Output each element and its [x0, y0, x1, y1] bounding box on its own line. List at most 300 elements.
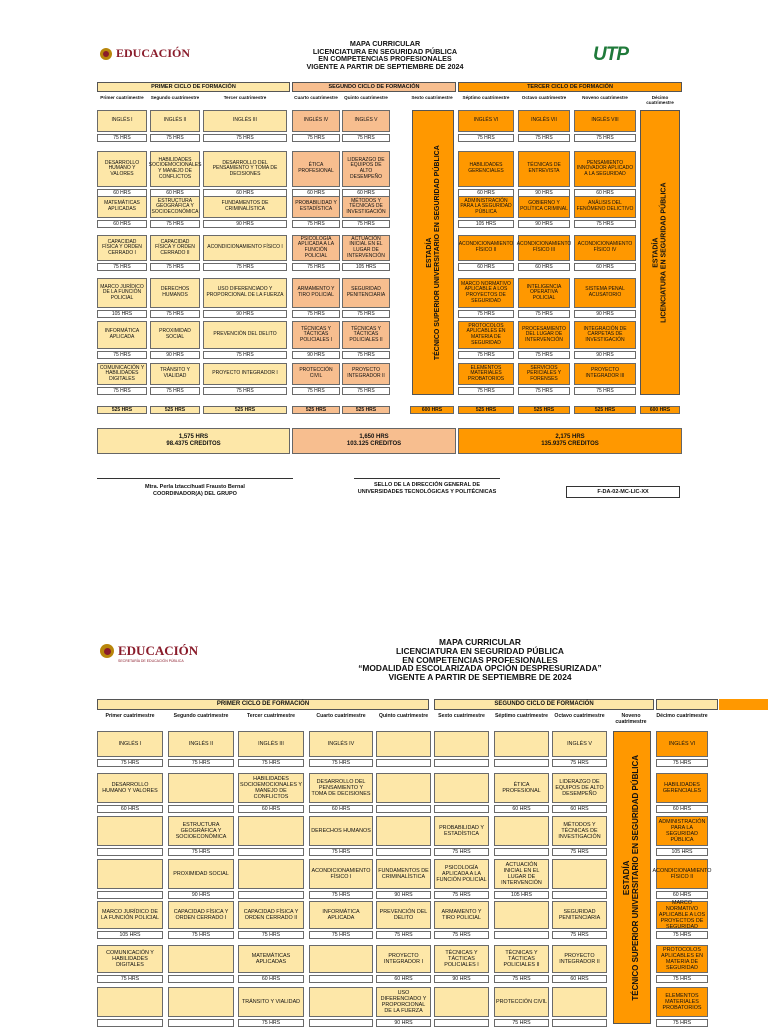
course-hours: 75 HRS: [656, 759, 708, 767]
course-hours: 75 HRS: [203, 263, 287, 271]
title-line: LICENCIATURA EN SEGURIDAD PÚBLICA: [396, 645, 564, 656]
course-hours: 75 HRS: [574, 134, 636, 142]
coordinator-role: COORDINADOR(A) DEL GRUPO: [153, 490, 237, 497]
course-cell: FUNDAMENTOS DE CRIMINALÍSTICA: [203, 196, 287, 218]
course-hours: 90 HRS: [434, 975, 489, 983]
empty-cell: [376, 731, 431, 757]
course-cell: LIDERAZGO DE EQUIPOS DE ALTO DESEMPEÑO: [552, 773, 607, 803]
course-hours: 90 HRS: [376, 1019, 431, 1027]
cycle-hours: 1,575 HRS: [178, 434, 209, 440]
empty-hours: [494, 848, 549, 856]
course-cell: PROYECTO INTEGRADOR I: [203, 363, 287, 385]
course-cell: MARCO NORMATIVO APLICABLE A LOS PROYECTOS DE SEGURIDAD: [458, 278, 514, 308]
column-total: 525 HRS: [574, 406, 636, 414]
column-header: Cuarto cuatrimestre: [294, 95, 338, 100]
course-hours: 105 HRS: [656, 848, 708, 856]
title-line: LICENCIATURA EN SEGURIDAD PÚBLICA: [312, 46, 458, 56]
cycle-header-1: PRIMER CICLO DE FORMACIÓN: [97, 82, 290, 92]
empty-cell: [494, 731, 549, 757]
column-header: Quinto cuatrimestre: [344, 95, 388, 100]
empty-hours: [168, 975, 234, 983]
course-cell: INGLÉS V: [342, 110, 390, 132]
course-hours: 75 HRS: [434, 931, 489, 939]
course-hours: 60 HRS: [342, 189, 390, 197]
course-cell: USO DIFERENCIADO Y PROPORCIONAL DE LA FUERZA: [203, 278, 287, 308]
empty-hours: [376, 805, 431, 813]
course-cell: MÉTODOS Y TÉCNICAS DE INVESTIGACIÓN: [552, 816, 607, 846]
course-cell: ÉTICA PROFESIONAL: [494, 773, 549, 803]
course-hours: 75 HRS: [342, 387, 390, 395]
course-cell: PROTOCOLOS APLICABLES EN MATERIA DE SEGURIDAD: [656, 945, 708, 973]
course-hours: 105 HRS: [458, 220, 514, 228]
empty-hours: [494, 759, 549, 767]
course-hours: 75 HRS: [309, 848, 373, 856]
course-cell: INGLÉS VIII: [574, 110, 636, 132]
column-header: Sexto cuatrimestre: [438, 713, 485, 719]
course-hours: 75 HRS: [203, 351, 287, 359]
column-total: 525 HRS: [458, 406, 514, 414]
course-hours: 75 HRS: [97, 134, 147, 142]
title-line: MAPA CURRICULAR: [439, 637, 521, 647]
course-cell: CAPACIDAD FÍSICA Y ORDEN CERRADO II: [150, 235, 200, 261]
course-hours: 75 HRS: [203, 134, 287, 142]
course-hours: 90 HRS: [203, 310, 287, 318]
course-hours: 75 HRS: [97, 351, 147, 359]
course-hours: 75 HRS: [168, 931, 234, 939]
empty-cell: [309, 945, 373, 973]
column-header: Quinto cuatrimestre: [378, 713, 429, 719]
course-cell: CAPACIDAD FÍSICA Y ORDEN CERRADO I: [97, 235, 147, 261]
course-hours: 60 HRS: [458, 189, 514, 197]
course-cell: ACONDICIONAMIENTO FÍSICO IV: [574, 235, 636, 261]
title-line: EN COMPETENCIAS PROFESIONALES: [318, 54, 452, 64]
empty-cell: [168, 945, 234, 973]
course-hours: 75 HRS: [458, 351, 514, 359]
course-hours: 75 HRS: [292, 220, 340, 228]
empty-cell: [376, 816, 431, 846]
empty-cell: [238, 816, 304, 846]
course-hours: 75 HRS: [376, 931, 431, 939]
course-cell: PENSAMIENTO INNOVADOR APLICADO A LA SEGURIDAD: [574, 151, 636, 187]
course-cell: DESARROLLO DEL PENSAMIENTO Y TOMA DE DECISIONES: [309, 773, 373, 803]
course-hours: 75 HRS: [342, 220, 390, 228]
course-cell: INGLÉS II: [168, 731, 234, 757]
column-total: 525 HRS: [97, 406, 147, 414]
cycle-header-b1: PRIMER CICLO DE FORMACIÓN: [97, 699, 429, 710]
empty-cell: [168, 987, 234, 1017]
page-title-2: [320, 638, 640, 682]
course-hours: 75 HRS: [342, 310, 390, 318]
course-cell: FUNDAMENTOS DE CRIMINALÍSTICA: [376, 859, 431, 889]
course-hours: 75 HRS: [552, 848, 607, 856]
eagle-seal-icon: [100, 644, 114, 658]
course-hours: 60 HRS: [574, 263, 636, 271]
column-total: 600 HRS: [410, 406, 454, 414]
empty-cell: [494, 901, 549, 929]
empty-hours: [97, 891, 163, 899]
course-cell: DERECHOS HUMANOS: [309, 816, 373, 846]
course-cell: MATEMÁTICAS APLICADAS: [97, 196, 147, 218]
course-cell: ARMAMENTO Y TIRO POLICIAL: [292, 278, 340, 308]
course-cell: PROYECTO INTEGRADOR I: [376, 945, 431, 973]
course-cell: INTELIGENCIA OPERATIVA POLICIAL: [518, 278, 570, 308]
empty-hours: [238, 848, 304, 856]
course-cell: PROBABILIDAD Y ESTADÍSTICA: [292, 196, 340, 218]
form-code: F-DA-02-MC-LIC-XX: [566, 486, 680, 498]
course-cell: SEGURIDAD PENITENCIARIA: [342, 278, 390, 308]
column-total: 600 HRS: [640, 406, 680, 414]
course-hours: 75 HRS: [494, 1019, 549, 1027]
course-cell: PROYECTO INTEGRADOR II: [342, 363, 390, 385]
course-cell: MATEMÁTICAS APLICADAS: [238, 945, 304, 973]
course-cell: ESTRUCTURA GEOGRÁFICA Y SOCIOECONÓMICA: [150, 196, 200, 218]
empty-cell: [376, 773, 431, 803]
empty-hours: [238, 891, 304, 899]
course-cell: ACONDICIONAMIENTO FÍSICO II: [656, 859, 708, 889]
course-hours: 75 HRS: [292, 310, 340, 318]
course-cell: SISTEMA PENAL ACUSATORIO: [574, 278, 636, 308]
course-cell: ACONDICIONAMIENTO FÍSICO I: [309, 859, 373, 889]
course-cell: CAPACIDAD FÍSICA Y ORDEN CERRADO I: [168, 901, 234, 929]
cycle-credits: 135.9375 CREDITOS: [541, 441, 599, 447]
course-hours: 90 HRS: [168, 891, 234, 899]
empty-hours: [168, 805, 234, 813]
page-title: [260, 40, 510, 70]
course-cell: HABILIDADES GERENCIALES: [656, 773, 708, 803]
course-cell: PROBABILIDAD Y ESTADÍSTICA: [434, 816, 489, 846]
course-hours: 60 HRS: [309, 805, 373, 813]
course-hours: 105 HRS: [342, 263, 390, 271]
course-cell: DESARROLLO HUMANO Y VALORES: [97, 773, 163, 803]
education-logo: [100, 46, 190, 61]
course-cell: INGLÉS VI: [458, 110, 514, 132]
course-hours: 75 HRS: [342, 134, 390, 142]
course-hours: 60 HRS: [552, 805, 607, 813]
column-total: 525 HRS: [292, 406, 340, 414]
course-cell: ACTUACIÓN INICIAL EN EL LUGAR DE INTERVENCIÓN: [342, 235, 390, 261]
course-cell: PROXIMIDAD SOCIAL: [168, 859, 234, 889]
column-header: Cuarto cuatrimestre: [316, 713, 366, 719]
course-hours: 60 HRS: [656, 805, 708, 813]
course-hours: 75 HRS: [458, 387, 514, 395]
course-hours: 75 HRS: [656, 931, 708, 939]
empty-hours: [97, 1019, 163, 1027]
course-hours: 60 HRS: [376, 975, 431, 983]
course-cell: INGLÉS I: [97, 110, 147, 132]
empty-hours: [376, 848, 431, 856]
column-header: Noveno cuatrimestre: [582, 95, 628, 100]
course-hours: 90 HRS: [376, 891, 431, 899]
title-line: VIGENTE A PARTIR DE SEPTIEMBRE DE 2024: [306, 61, 464, 71]
course-hours: 75 HRS: [292, 134, 340, 142]
course-cell: ÉTICA PROFESIONAL: [292, 151, 340, 187]
course-cell: INGLÉS IV: [292, 110, 340, 132]
course-hours: 75 HRS: [552, 759, 607, 767]
course-cell: MARCO JURÍDICO DE LA FUNCIÓN POLICIAL: [97, 901, 163, 929]
estadia-tsu-band-2: [613, 731, 651, 1024]
empty-cell: [434, 731, 489, 757]
course-cell: PROYECTO INTEGRADOR III: [574, 363, 636, 385]
course-cell: ARMAMENTO Y TIRO POLICIAL: [434, 901, 489, 929]
course-cell: PROTECCIÓN CIVIL: [292, 363, 340, 385]
course-cell: ADMINISTRACIÓN PARA LA SEGURIDAD PÚBLICA: [656, 816, 708, 846]
course-cell: INGLÉS III: [238, 731, 304, 757]
course-cell: SERVICIOS PERICIALES Y FORENSES: [518, 363, 570, 385]
empty-cell: [434, 987, 489, 1017]
course-hours: 75 HRS: [168, 848, 234, 856]
education-logo-2: [100, 643, 198, 659]
empty-hours: [168, 1019, 234, 1027]
course-cell: ACONDICIONAMIENTO FÍSICO I: [203, 235, 287, 261]
estadia-tsu-band: [412, 110, 454, 395]
empty-hours: [434, 1019, 489, 1027]
course-hours: 75 HRS: [518, 351, 570, 359]
column-header: Tercer cuatrimestre: [246, 713, 296, 719]
empty-hours: [309, 1019, 373, 1027]
course-cell: TÉCNICAS Y TÁCTICAS POLICIALES II: [342, 321, 390, 349]
course-hours: 75 HRS: [434, 891, 489, 899]
course-hours: 60 HRS: [292, 189, 340, 197]
course-cell: PROXIMIDAD SOCIAL: [150, 321, 200, 349]
title-line: “MODALIDAD ESCOLARIZADA OPCIÓN DESPRESURIZADA”: [358, 663, 602, 674]
logo-text: EDUCACIÓN: [116, 46, 191, 60]
course-cell: ELEMENTOS MATERIALES PROBATORIOS: [656, 987, 708, 1017]
cycle-hours: 2,175 HRS: [555, 434, 585, 440]
empty-cell: [168, 773, 234, 803]
course-hours: 60 HRS: [238, 805, 304, 813]
course-cell: ACTUACIÓN INICIAL EN EL LUGAR DE INTERVENCIÓN: [494, 859, 549, 889]
course-hours: 75 HRS: [238, 1019, 304, 1027]
course-hours: 90 HRS: [518, 220, 570, 228]
column-header: Segundo cuatrimestre: [173, 713, 229, 719]
course-cell: PSICOLOGÍA APLICADA A LA FUNCIÓN POLICIAL: [434, 859, 489, 889]
course-hours: 60 HRS: [458, 263, 514, 271]
column-header: Séptimo cuatrimestre: [462, 95, 510, 100]
course-hours: 75 HRS: [150, 220, 200, 228]
course-cell: INFORMÁTICA APLICADA: [97, 321, 147, 349]
course-cell: MARCO JURÍDICO DE LA FUNCIÓN POLICIAL: [97, 278, 147, 308]
course-cell: TRÁNSITO Y VIALIDAD: [238, 987, 304, 1017]
coordinator-signature: [97, 484, 293, 497]
course-hours: 75 HRS: [238, 931, 304, 939]
course-hours: 75 HRS: [97, 759, 163, 767]
course-cell: ACONDICIONAMIENTO FÍSICO III: [518, 235, 570, 261]
estadia-tsu-label: ESTADÍA TÉCNICO SUPERIOR UNIVERSITARIO EN SEGURIDAD PÚBLICA: [425, 145, 441, 360]
course-hours: 60 HRS: [574, 189, 636, 197]
course-cell: MÉTODOS Y TÉCNICAS DE INVESTIGACIÓN: [342, 196, 390, 218]
course-cell: INGLÉS V: [552, 731, 607, 757]
course-hours: 60 HRS: [97, 805, 163, 813]
column-header: Séptimo cuatrimestre: [494, 713, 549, 719]
course-hours: 90 HRS: [518, 189, 570, 197]
estadia-lic-band: [640, 110, 680, 395]
course-hours: 75 HRS: [168, 759, 234, 767]
course-hours: 75 HRS: [458, 310, 514, 318]
column-header: Segundo cuatrimestre: [150, 95, 200, 100]
empty-hours: [494, 931, 549, 939]
course-cell: INTEGRACIÓN DE CARPETAS DE INVESTIGACIÓN: [574, 321, 636, 349]
course-cell: PREVENCIÓN DEL DELITO: [203, 321, 287, 349]
course-cell: LIDERAZGO DE EQUIPOS DE ALTO DESEMPEÑO: [342, 151, 390, 187]
column-header: Octavo cuatrimestre: [554, 713, 605, 719]
course-hours: 75 HRS: [97, 975, 163, 983]
course-cell: ADMINISTRACIÓN PARA LA SEGURIDAD PÚBLICA: [458, 196, 514, 218]
title-line: MAPA CURRICULAR: [349, 39, 421, 48]
course-cell: COMUNICACIÓN Y HABILIDADES DIGITALES: [97, 945, 163, 973]
column-header: Noveno cuatrimestre: [615, 713, 647, 725]
course-cell: INGLÉS I: [97, 731, 163, 757]
empty-cell: [97, 987, 163, 1017]
course-cell: TRÁNSITO Y VIALIDAD: [150, 363, 200, 385]
cycle-summary: [97, 428, 290, 454]
logo-text: EDUCACIÓN: [118, 643, 199, 658]
course-hours: 60 HRS: [518, 263, 570, 271]
seal-line: [354, 478, 500, 479]
estadia-lic-label: ESTADÍA LICENCIATURA EN SEGURIDAD PÚBLICA: [652, 182, 668, 323]
course-hours: 75 HRS: [203, 387, 287, 395]
course-cell: GOBIERNO Y POLÍTICA CRIMINAL: [518, 196, 570, 218]
course-hours: 75 HRS: [518, 134, 570, 142]
course-hours: 75 HRS: [552, 931, 607, 939]
course-cell: TÉCNICAS Y TÁCTICAS POLICIALES II: [494, 945, 549, 973]
course-cell: SEGURIDAD PENITENCIARIA: [552, 901, 607, 929]
course-cell: INFORMÁTICA APLICADA: [309, 901, 373, 929]
seal-caption: SELLO DE LA DIRECCIÓN GENERAL DE UNIVERSIDADES TECNOLÓGICAS Y POLITÉCNICAS: [357, 482, 497, 495]
course-cell: USO DIFERENCIADO Y PROPORCIONAL DE LA FUERZA: [376, 987, 431, 1017]
course-hours: 75 HRS: [434, 848, 489, 856]
course-hours: 105 HRS: [97, 310, 147, 318]
course-cell: MARCO NORMATIVO APLICABLE A LOS PROYECTOS DE SEGURIDAD: [656, 901, 708, 929]
empty-cell: [309, 987, 373, 1017]
course-cell: INGLÉS IV: [309, 731, 373, 757]
cycle-credits: 103.125 CREDITOS: [346, 441, 402, 447]
course-cell: HABILIDADES GERENCIALES: [458, 151, 514, 187]
empty-cell: [552, 987, 607, 1017]
empty-hours: [552, 1019, 607, 1027]
empty-hours: [552, 891, 607, 899]
course-hours: 60 HRS: [203, 189, 287, 197]
course-cell: CAPACIDAD FÍSICA Y ORDEN CERRADO II: [238, 901, 304, 929]
course-hours: 75 HRS: [97, 387, 147, 395]
title-line: VIGENTE A PARTIR DE SEPTIEMBRE DE 2024: [388, 672, 572, 683]
course-cell: ESTRUCTURA GEOGRÁFICA Y SOCIOECONÓMICA: [168, 816, 234, 846]
course-hours: 75 HRS: [309, 931, 373, 939]
course-hours: 105 HRS: [97, 931, 163, 939]
course-hours: 75 HRS: [458, 134, 514, 142]
course-cell: TÉCNICAS Y TÁCTICAS POLICIALES I: [434, 945, 489, 973]
empty-cell: [494, 816, 549, 846]
cycle-summary: [292, 428, 456, 454]
course-hours: 60 HRS: [97, 189, 147, 197]
course-hours: 75 HRS: [656, 1019, 708, 1027]
empty-cell: [238, 859, 304, 889]
course-hours: 75 HRS: [150, 387, 200, 395]
empty-hours: [434, 805, 489, 813]
logo-subtitle: SECRETARÍA DE EDUCACIÓN PÚBLICA: [118, 659, 184, 663]
course-hours: 75 HRS: [292, 387, 340, 395]
course-hours: 90 HRS: [574, 351, 636, 359]
course-hours: 75 HRS: [574, 387, 636, 395]
course-cell: TÉCNICAS Y TÁCTICAS POLICIALES I: [292, 321, 340, 349]
course-hours: 60 HRS: [150, 189, 200, 197]
course-hours: 75 HRS: [518, 310, 570, 318]
column-header: Décimo cuatrimestre: [646, 95, 674, 106]
course-cell: PSICOLOGÍA APLICADA A LA FUNCIÓN POLICIAL: [292, 235, 340, 261]
course-hours: 75 HRS: [238, 759, 304, 767]
column-total: 525 HRS: [518, 406, 570, 414]
column-total: 525 HRS: [203, 406, 287, 414]
coordinator-name: Mtra. Perla Iztaccíhuatl Frausto Bernal: [145, 484, 245, 490]
empty-hours: [376, 759, 431, 767]
course-hours: 75 HRS: [309, 759, 373, 767]
column-total: 525 HRS: [342, 406, 390, 414]
empty-hours: [97, 848, 163, 856]
course-cell: HABILIDADES SOCIOEMOCIONALES Y MANEJO DE CONFLICTOS: [150, 151, 200, 187]
course-cell: PROCESAMIENTO DEL LUGAR DE INTERVENCIÓN: [518, 321, 570, 349]
cycle-header-2: SEGUNDO CICLO DE FORMACIÓN: [292, 82, 456, 92]
course-cell: HABILIDADES SOCIOEMOCIONALES Y MANEJO DE CONFLICTOS: [238, 773, 304, 803]
course-cell: INGLÉS III: [203, 110, 287, 132]
course-hours: 90 HRS: [574, 310, 636, 318]
cycle-credits: 98.4375 CREDITOS: [166, 441, 221, 447]
course-hours: 90 HRS: [203, 220, 287, 228]
cycle-header-b3: [656, 699, 718, 710]
course-hours: 75 HRS: [342, 351, 390, 359]
empty-cell: [552, 859, 607, 889]
course-cell: INGLÉS II: [150, 110, 200, 132]
cycle-header-3: TERCER CICLO DE FORMACIÓN: [458, 82, 682, 92]
course-hours: 75 HRS: [309, 891, 373, 899]
eagle-seal-icon: [100, 48, 112, 60]
course-cell: DESARROLLO DEL PENSAMIENTO Y TOMA DE DECISIONES: [203, 151, 287, 187]
cycle-hours: 1,650 HRS: [359, 434, 389, 440]
course-hours: 75 HRS: [494, 975, 549, 983]
course-cell: DESARROLLO HUMANO Y VALORES: [97, 151, 147, 187]
column-header: Tercer cuatrimestre: [223, 95, 267, 100]
course-cell: PREVENCIÓN DEL DELITO: [376, 901, 431, 929]
course-hours: 75 HRS: [97, 263, 147, 271]
course-cell: INGLÉS VI: [656, 731, 708, 757]
column-header: Octavo cuatrimestre: [521, 95, 567, 100]
course-hours: 60 HRS: [656, 891, 708, 899]
course-hours: 75 HRS: [574, 220, 636, 228]
course-cell: ANÁLISIS DEL FENÓMENO DELICTIVO: [574, 196, 636, 218]
course-cell: COMUNICACIÓN Y HABILIDADES DIGITALES: [97, 363, 147, 385]
column-header: Sexto cuatrimestre: [411, 95, 453, 100]
column-total: 525 HRS: [150, 406, 200, 414]
empty-hours: [434, 759, 489, 767]
empty-hours: [309, 975, 373, 983]
estadia-tsu-label: ESTADÍA TÉCNICO SUPERIOR UNIVERSITARIO EN SEGURIDAD PÚBLICA: [622, 754, 640, 1001]
course-hours: 60 HRS: [552, 975, 607, 983]
course-cell: ELEMENTOS MATERIALES PROBATORIOS: [458, 363, 514, 385]
course-hours: 60 HRS: [494, 805, 549, 813]
course-hours: 75 HRS: [518, 387, 570, 395]
utp-logo: UTP: [593, 44, 628, 65]
course-cell: DERECHOS HUMANOS: [150, 278, 200, 308]
course-cell: TÉCNICAS DE ENTREVISTA: [518, 151, 570, 187]
course-cell: PROYECTO INTEGRADOR II: [552, 945, 607, 973]
column-header: Décimo cuatrimestre: [656, 713, 708, 719]
empty-cell: [97, 859, 163, 889]
cycle-header-b2: SEGUNDO CICLO DE FORMACIÓN: [434, 699, 654, 710]
course-hours: 75 HRS: [150, 134, 200, 142]
course-hours: 90 HRS: [292, 351, 340, 359]
course-hours: 60 HRS: [238, 975, 304, 983]
course-hours: 60 HRS: [97, 220, 147, 228]
course-hours: 75 HRS: [656, 975, 708, 983]
course-cell: PROTECCIÓN CIVIL: [494, 987, 549, 1017]
